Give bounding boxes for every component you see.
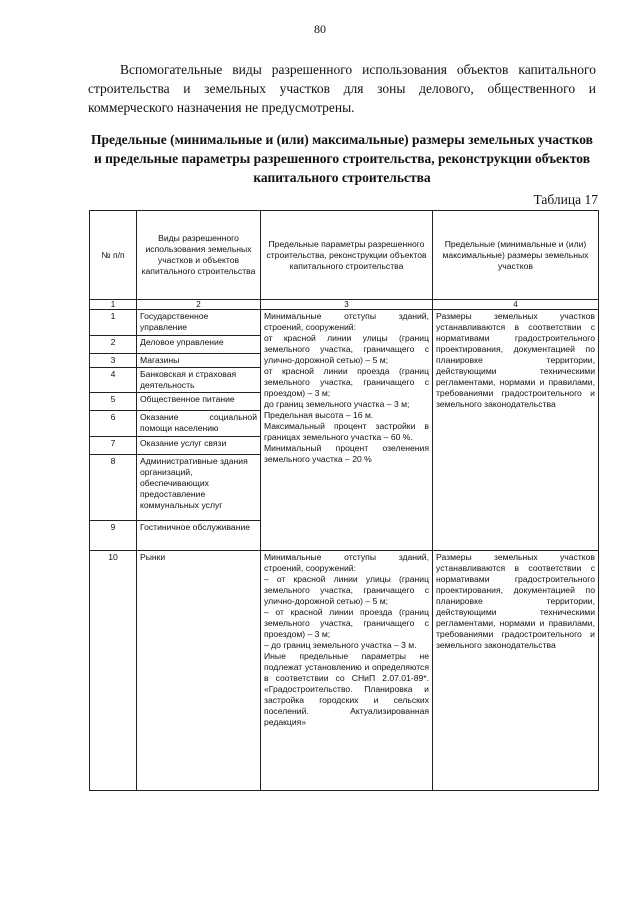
use-type-cell: Гостиничное обслуживание — [137, 521, 261, 551]
table-row — [90, 310, 599, 336]
use-type-cell: Рынки — [137, 551, 261, 791]
use-type-cell: Банковская и страховая деятельность — [137, 368, 261, 393]
header-plot-sizes: Предельные (минимальные и (или) максимальные) размеры земельных участков — [433, 211, 599, 300]
use-type-cell: Деловое управление — [137, 336, 261, 354]
row-number: 2 — [90, 336, 137, 354]
row-number: 6 — [90, 411, 137, 437]
plot-sizes-cell: Размеры земельных участков устанавливаются в соответствии с нормативами градостроительного проектирования, документацией по планировке территории, действующими техническими регламентами, нормами и правилами, требованиями градостроительного и земельного законодательства — [433, 310, 599, 551]
row-number: 8 — [90, 455, 137, 521]
use-type-cell: Общественное питание — [137, 393, 261, 411]
section-heading: Предельные (минимальные и (или) максимальные) размеры земельных участков и предельные параметры разрешенного строительства, реконструкции объектов капитального строительства — [91, 132, 593, 185]
intro-paragraph: Вспомогательные виды разрешенного использования объектов капитального строительства и земельных участков для зоны делового, общественного и коммерческого назначения не предусмотрены. — [88, 62, 596, 115]
plot-sizes-cell: Размеры земельных участков устанавливаются в соответствии с нормативами градостроительного проектирования, документацией по планировке территории, действующими техническими регламентами, нормами и правилами, требованиями градостроительного и земельного законодательства — [433, 551, 599, 791]
use-type-cell: Оказание социальной помощи населению — [137, 411, 261, 437]
table-label: Таблица 17 — [533, 192, 598, 207]
row-number: 5 — [90, 393, 137, 411]
row-number: 4 — [90, 368, 137, 393]
table-header-row — [90, 211, 599, 300]
column-number-row — [90, 300, 599, 310]
header-parameters: Предельные параметры разрешенного строительства, реконструкции объектов капитального строительства — [261, 211, 433, 300]
use-type-cell: Государственное управление — [137, 310, 261, 336]
row-number: 9 — [90, 521, 137, 551]
header-use-type: Виды разрешенного использования земельных участков и объектов капитального строительства — [137, 211, 261, 300]
parameters-cell: Минимальные отступы зданий, строений, сооружений: от красной линии улицы (границ земельного участка, граничащего с улично-дорожной сетью) – 5 м; от красной линии проезда (границ земельного участка, граничащего с проездом) – 3 м; до границ земельного участка – 3 м; Предельная высота – 16 м. Максимальный процент застройки в границах земельного участка – 60 %. Минимальный процент озеленения земельного участка – 20 % — [261, 310, 433, 551]
use-type-cell: Оказание услуг связи — [137, 437, 261, 455]
table-row — [90, 551, 599, 791]
column-number: 4 — [433, 300, 599, 310]
page-number: 80 — [314, 22, 326, 36]
row-number: 7 — [90, 437, 137, 455]
row-number: 1 — [90, 310, 137, 336]
use-type-cell: Административные здания организаций, обеспечивающих предоставление коммунальных услуг — [137, 455, 261, 521]
column-number: 1 — [90, 300, 137, 310]
header-number: № п/п — [90, 211, 137, 300]
column-number: 3 — [261, 300, 433, 310]
use-type-cell: Магазины — [137, 354, 261, 368]
limits-table — [89, 210, 599, 791]
parameters-cell: Минимальные отступы зданий, строений, сооружений: – от красной линии улицы (границ земельного участка, граничащего с улично-дорожной сетью) – 5 м; – от красной линии проезда (границ земельного участка, граничащего с проездом) – 3 м; – до границ земельного участка – 3 м. Иные предельные параметры не подлежат установлению и определяются в соответствии со СНиП 2.07.01-89*. «Градостроительство. Планировка и застройка городских и сельских поселений. Актуализированная редакция» — [261, 551, 433, 791]
row-number: 3 — [90, 354, 137, 368]
column-number: 2 — [137, 300, 261, 310]
row-number: 10 — [90, 551, 137, 791]
